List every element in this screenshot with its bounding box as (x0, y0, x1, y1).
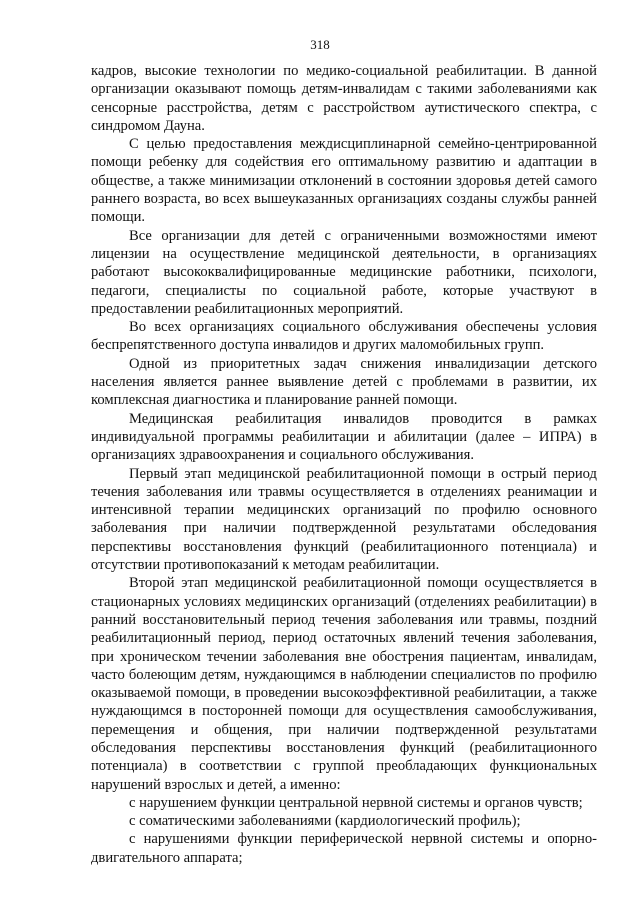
list-item-peripheral-nervous-system: с нарушениями функции периферической нервной системы и опорно-двигательного аппарата; (91, 831, 597, 866)
paragraph-second-stage: Второй этап медицинской реабилитационной помощи осуществляется в стационарных условиях медицинских организаций (отделениях реабилитации) в ранний восстановительный период течения заболевания или травмы, поздний реабилитационный период, период остаточных явлений течения заболевания, при хроническом течении заболевания вне обострения пациентам, инвалидам, часто болеющим детям, нуждающимся в наблюдении специалистов по профилю оказываемой помощи, в проведении высокоэффективной реабилитации, а также нуждающимся в посторонней помощи для осуществления самообслуживания, перемещения и общения, при наличии подтвержденной результатами обследования перспективы восстановления функций (реабилитационного потенциала) в соответствии с группой преобладающих функциональных нарушений взрослых и детей, а именно: (91, 575, 597, 793)
list-item-somatic-diseases: с соматическими заболеваниями (кардиологический профиль); (129, 813, 521, 830)
paragraph-accessibility: Во всех организациях социального обслуживания обеспечены условия беспрепятственного доступа инвалидов и других маломобильных групп. (91, 319, 597, 354)
list-item-cns-disorders: с нарушением функции центральной нервной системы и органов чувств; (129, 794, 583, 811)
document-body (91, 62, 597, 867)
paragraph-medical-licenses: Все организации для детей с ограниченными возможностями имеют лицензии на осуществление медицинской деятельности, в организациях работают высококвалифицированные медицинские работники, психологи, педагоги, специалисты по социальной работе, которые участвуют в предоставлении реабилитационных мероприятий. (91, 227, 597, 317)
paragraph-early-help-services: С целью предоставления междисциплинарной семейно-центрированной помощи ребенку для содействия его оптимальному развитию и адаптации в обществе, а также минимизации отклонений в состоянии здоровья детей самого раннего возраста, во всех вышеуказанных организациях созданы службы ранней помощи. (91, 136, 597, 226)
paragraph-early-detection: Одной из приоритетных задач снижения инвалидизации детского населения является раннее выявление детей с проблемами в развитии, их комплексная диагностика и планирование ранней помощи. (91, 355, 597, 409)
paragraph-continued-staff: кадров, высокие технологии по медико-социальной реабилитации. В данной организации оказывают помощь детям-инвалидам с такими заболеваниями как сенсорные расстройства, детям с расстройством аутистического спектра, с синдромом Дауна. (91, 63, 597, 134)
paragraph-first-stage: Первый этап медицинской реабилитационной помощи в острый период течения заболевания или травмы осуществляется в отделениях реанимации и интенсивной терапии медицинских организаций по профилю основного заболевания при наличии подтвержденной результатами обследования перспективы восстановления функций (реабилитационного потенциала) и отсутствии противопоказаний к методам реабилитации. (91, 465, 597, 574)
paragraph-ipra: Медицинская реабилитация инвалидов проводится в рамках индивидуальной программы реабилитации и абилитации (далее – ИПРА) в организациях здравоохранения и социального обслуживания. (91, 410, 597, 464)
page-number: 318 (310, 37, 330, 52)
